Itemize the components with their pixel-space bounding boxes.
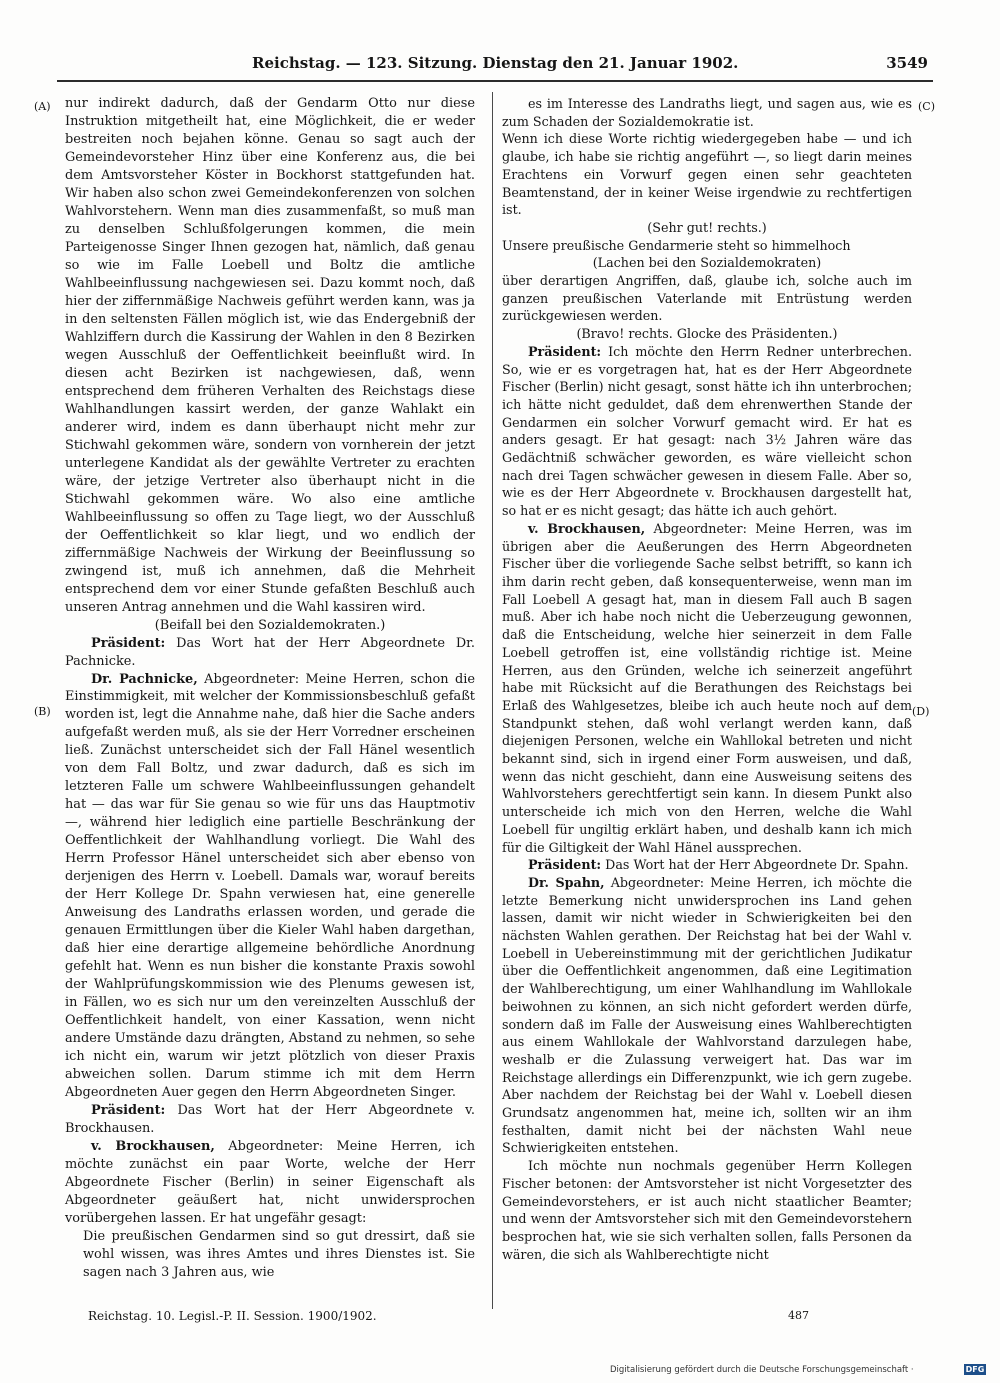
footer-session-info: Reichstag. 10. Legisl.-P. II. Session. 1900/1902. [88,1309,377,1323]
speech-text: Abgeordneter: Meine Herren, ich möchte zunächst ein paar Worte, welche der Herr Abgeordnete Fischer (Berlin) in seiner Eigenschaft als Abgeordneter geäußert hat, nicht unwidersprochen vorübergehen lassen. Er hat ungefähr gesagt: [65,1139,475,1227]
margin-mark-d: (D) [912,705,930,718]
margin-mark-a: (A) [34,100,51,113]
speaker-name: Präsident: [91,635,166,651]
dfg-logo: DFG [965,1365,985,1374]
speech-paragraph [502,343,912,520]
right-column [502,95,912,1263]
digitization-note: Digitalisierung gefördert durch die Deutsche Forschungsgemeinschaft · [610,1365,914,1375]
speech-paragraph [65,1138,475,1228]
speaker-name: v. Brockhausen, [91,1139,215,1155]
speech-paragraph [502,856,912,874]
header-title: Reichstag. — 123. Sitzung. Dienstag den 21. Januar 1902. [252,54,739,72]
footer-sheet-number: 487 [788,1309,809,1322]
speech-text: Ich möchte den Herrn Redner unterbrechen. So, wie er es vorgetragen hat, hat es der Herr Abgeordnete Fischer (Berlin) nicht gesagt, sonst hätte ich ihn unterbrochen; ich hätte nicht geduldet, daß dem ehrenwerthen Stande der Gendarmen ein solcher Vorwurf gemacht wird. Er hat es anders gesagt. Er hat gesagt: nach 3½ Jahren wäre das Gedächtniß schwächer geworden, es wäre vielleicht schon nach drei Tagen schwächer gewesen in diesem Falle. Aber so, wie es der Herr Abgeordnete v. Brockhausen dargestellt hat, so hat er es nicht gesagt; das hätte ich auch gehört. [502,343,912,519]
speech-text: Das Wort hat der Herr Abgeordnete Dr. Pachnicke. [65,635,475,669]
speech-paragraph [65,635,475,671]
speech-text: Das Wort hat der Herr Abgeordnete Dr. Spahn. [605,857,909,873]
page-header [62,54,928,78]
interjection: (Beifall bei den Sozialdemokraten.) [154,617,386,633]
speech-paragraph [65,671,475,1103]
speaker-name: v. Brockhausen, [528,520,646,536]
paragraph: Ich möchte nun nochmals gegenüber Herrn Kollegen Fischer betonen: der Amtsvorsteher ist nicht Vorgesetzter des Gemeindevorstehers, er ist auch nicht staatlicher Beamter; und wenn der Amtsvorsteher sich mit den Gemeindevorstehern besprochen hat, wie sie sich verhalten sollen, falls Personen da wären, die sich als Wahlberechtigte nicht [502,1158,912,1262]
speech-paragraph [502,874,912,1157]
header-page-number: 3549 [886,54,928,72]
interjection: (Bravo! rechts. Glocke des Präsidenten.) [576,326,838,342]
speaker-name: Dr. Spahn, [528,874,605,890]
column-divider [492,92,493,1309]
margin-mark-c: (C) [918,100,935,113]
paragraph: Unsere preußische Gendarmerie steht so himmelhoch [502,237,851,253]
margin-mark-b: (B) [34,705,51,718]
speech-text: Abgeordneter: Meine Herren, was im übrigen aber die Aeußerungen des Herrn Abgeordneten Fischer über die vorliegende Sache selbst betrifft, so kann ich ihm darin recht geben, daß konsequenterweise, wenn man im Fall Loebell A gesagt hat, man in diesem Fall auch B sagen muß. Aber ich habe noch nicht die Ueberzeugung gewonnen, daß die Entscheidung, welche hier seinerzeit in dem Falle Loebell getroffen ist, eine vollständig richtige ist. Meine Herren, aus den Gründen, welche ich seinerzeit angeführt habe mit Rücksicht auf die Berathungen des Reichstags bei Erlaß des Wahlgesetzes, bleibe ich auch heute noch auf dem Standpunkt stehen, daß wohl verlangt werden kann, daß diejenigen Personen, welche ein Wahllokal betreten und nicht bekannt sind, sich in irgend einer Form ausweisen, und daß, wenn das nicht geschieht, dann eine Ausweisung seitens des Wahlvorstehers gerechtfertigt sein kann. In diesem Punkt also unterscheide ich mich von den Herren, welche die Wahl Loebell für ungiltig erklärt haben, und deshalb kann ich mich für die Giltigkeit der Wahl Hänel aussprechen. [502,520,912,855]
speaker-name: Präsident: [91,1103,166,1119]
paragraph: Wenn ich diese Worte richtig wiedergegeben habe — und ich glaube, ich habe sie richtig angeführt —, so liegt darin meines Erachtens ein Vorwurf gegen einen sehr geachteten Beamtenstand, der in keiner Weise irgendwie zu rechtfertigen ist. [502,131,912,218]
interjection: (Sehr gut! rechts.) [647,219,767,235]
speech-text: Abgeordneter: Meine Herren, ich möchte die letzte Bemerkung nicht unwidersprochen ins Land gehen lassen, damit wir nicht wieder in Schwierigkeiten bei den nächsten Wahlen gerathen. Der Reichstag hat bei der Wahl v. Loebell in Uebereinstimmung mit der gerichtlichen Judikatur über die Oeffentlichkeit angenommen, daß eine Legitimation der Wahlberechtigung, um einer Wahlhandlung im Wahllokale beiwohnen zu können, an sich nicht gefordert werden dürfe, sondern daß im Falle der Ausweisung eines Wahlberechtigten aus einem Wahllokale der Wahlvorstand darzulegen habe, weshalb er die Zulassung verweigert hat. Das war im Reichstage allerdings ein Differenzpunkt, wie ich gern zugebe. Aber nachdem der Reichstag bei der Wahl v. Loebell diesen Grundsatz angenommen hat, meine ich, sollten wir an ihm festhalten, damit nicht bei der nächsten Wahl neue Schwierigkeiten entstehen. [502,874,912,1156]
paragraph: über derartigen Angriffen, daß, glaube ich, solche auch im ganzen preußischen Vaterlande mit Entrüstung werden zurückgewiesen werden. [502,273,912,324]
speech-text: Das Wort hat der Herr Abgeordnete v. Brockhausen. [65,1103,475,1137]
paragraph: es im Interesse des Landraths liegt, und sagen aus, wie es zum Schaden der Sozialdemokratie ist. [502,96,912,129]
speaker-name: Präsident: [528,343,602,359]
header-rule [57,80,933,82]
speech-text: Abgeordneter: Meine Herren, schon die Einstimmigkeit, mit welcher der Kommissionsbeschluß gefaßt worden ist, legt die Annahme nahe, daß hier die Sache anders aufgefaßt werden muß, als sie der Herr Vorredner erscheinen ließ. Zunächst unterscheidet sich der Fall Hänel wesentlich von dem Fall Boltz, und zwar dadurch, daß es sich im letzteren Falle um schwere Wahlbeeinflussungen gehandelt hat — das war für Sie genau so wie für uns das Hauptmotiv —, während hier lediglich eine partielle Beschränkung der Oeffentlichkeit der Wahlhandlung vorliegt. Die Wahl des Herrn Professor Hänel unterscheidet sich aber ebenso von derjenigen des Herrn v. Loebell. Damals war, worauf bereits der Herr Kollege Dr. Spahn verwiesen hat, eine generelle Anweisung des Landraths erlassen worden, und gerade die genauen Ermittlungen über die Kieler Wahl haben dargethan, daß hier eine derartige allgemeine behördliche Anordnung gefehlt hat. Wenn es nun bisher die konstante Praxis sowohl der Wahlprüfungskommission wie des Plenums gewesen ist, in Fällen, wo es sich nur um den vereinzelten Ausschluß der Oeffentlichkeit handelt, von einer Kassation, wenn nicht andere Umstände dazu drängten, Abstand zu nehmen, so sehe ich nicht ein, warum wir jetzt plötzlich von dieser Praxis abweichen sollen. Darum stimme ich mit dem Herrn Abgeordneten Auer gegen den Herrn Abgeordneten Singer. [65,671,476,1101]
speaker-name: Präsident: [528,857,602,873]
speech-paragraph [65,1102,475,1138]
left-column [65,95,475,1282]
speaker-name: Dr. Pachnicke, [91,671,198,687]
interjection: (Lachen bei den Sozialdemokraten) [592,255,822,271]
quotation: Die preußischen Gendarmen sind so gut dressirt, daß sie wohl wissen, was ihres Amtes und ihres Dienstes ist. Sie sagen nach 3 Jahren aus, wie [83,1229,475,1280]
speech-paragraph [502,520,912,856]
paragraph: nur indirekt dadurch, daß der Gendarm Otto nur diese Instruktion mitgetheilt hat, eine Möglichkeit, die er weder bestreiten noch bejahen könne. Genau so sagt auch der Gemeindevorsteher Hinz über eine Konferenz aus, die bei dem Amtsvorsteher Köster in Bockhorst stattgefunden hat. Wir haben also schon zwei Gemeindekonferenzen von solchen Wahlvorstehern. Wenn man dies zusammenfaßt, so muß man zu denselben Schlußfolgerungen kommen, die mein Parteigenosse Singer Ihnen gezogen hat, nämlich, daß genau so wie im Falle Loebell und Boltz die amtliche Wahlbeeinflussung nachgewiesen sei. Dazu kommt noch, daß hier der ziffernmäßige Nachweis geführt werden kann, was ja in den seltensten Fällen möglich ist, wie das Endergebniß der Wahlziffern durch die Kassirung der Wahlen in den 8 Bezirken wegen Ausschluß der Oeffentlichkeit beeinflußt wird. In diesen acht Bezirken ist nachgewiesen, daß, wenn entsprechend dem früheren Verhalten des Reichstags diese Wahlhandlungen kassirt werden, der ganze Wahlakt ein anderer wird, indem es dann überhaupt nicht mehr zur Stichwahl gekommen wäre, sondern von vornherein der jetzt unterlegene Kandidat als der gewählte Vertreter zu erachten wäre, der jetzige Vertreter also überhaupt nicht in die Stichwahl gekommen wäre. Wo also eine amtliche Wahlbeeinflussung so offen zu Tage liegt, wo der Ausschluß der Oeffentlichkeit so klar liegt, und wo endlich der ziffernmäßige Nachweis der Wirkung der Beeinflussung so zwingend ist, muß ich annehmen, daß die Mehrheit entsprechend dem vor einer Stunde gefaßten Beschluß auch unseren Antrag annehmen und die Wahl kassiren wird. [65,96,475,615]
